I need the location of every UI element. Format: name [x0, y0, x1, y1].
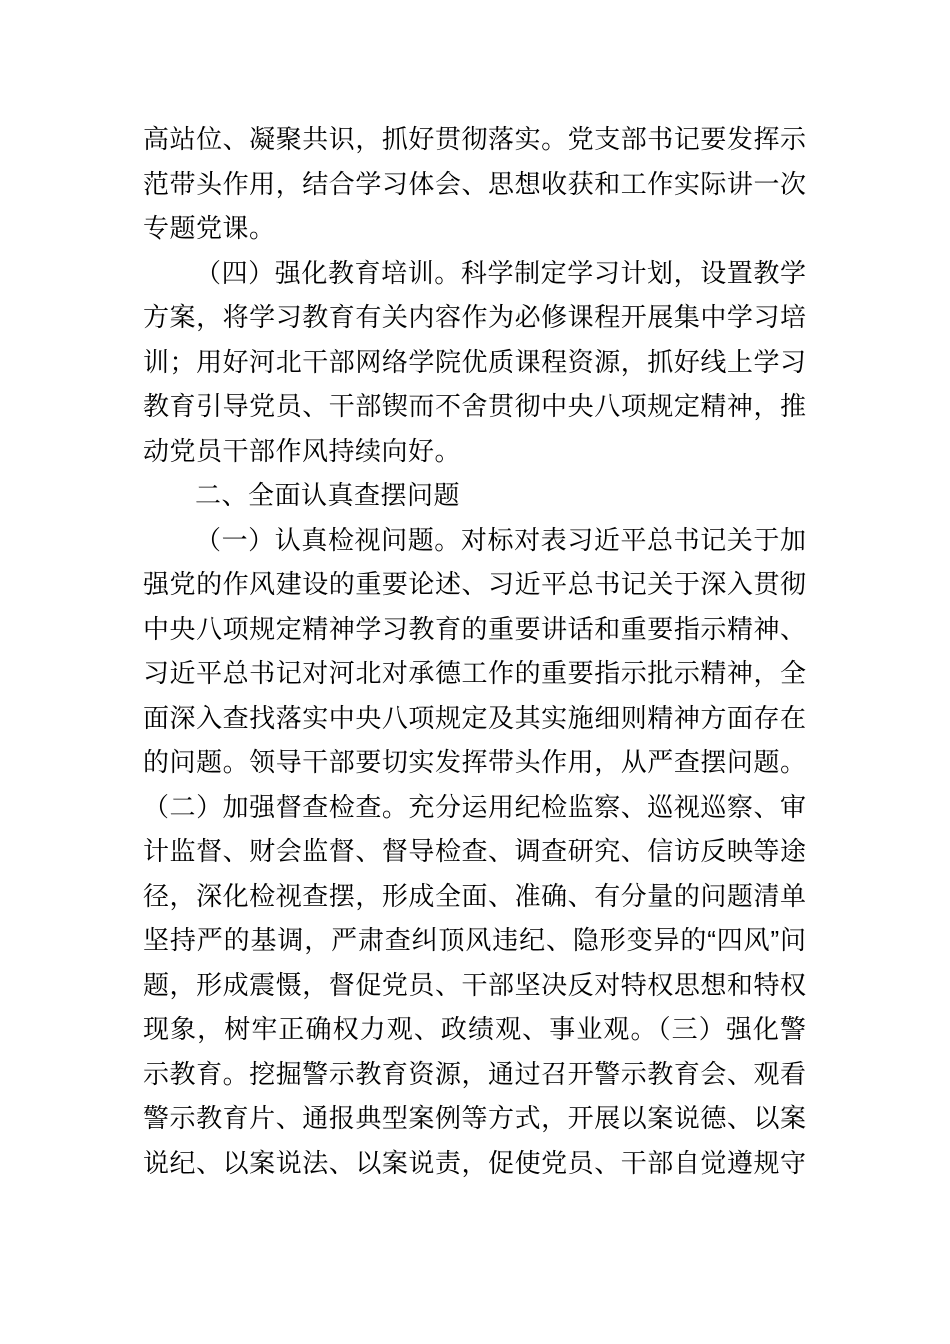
- text-line: 训；用好河北干部网络学院优质课程资源，抓好线上学习: [143, 346, 806, 377]
- text-line: 专题党课。: [143, 213, 276, 243]
- text-line: 范带头作用，结合学习体会、思想收获和工作实际讲一次: [143, 168, 806, 199]
- text-line: （二）加强督查检查。充分运用纪检监察、巡视巡察、审: [143, 791, 806, 822]
- text-line: 径，深化检视查摆，形成全面、准确、有分量的问题清单: [143, 880, 806, 911]
- text-line: 动党员干部作风持续向好。: [143, 435, 462, 466]
- text-line: 现象，树牢正确权力观、政绩观、事业观。（三）强化警: [143, 1014, 806, 1044]
- text-line: （一）认真检视问题。对标对表习近平总书记关于加: [195, 524, 806, 555]
- text-line: 高站位、凝聚共识，抓好贯彻落实。党支部书记要发挥示: [143, 124, 806, 154]
- text-line: 题，形成震慑，督促党员、干部坚决反对特权思想和特权: [143, 969, 806, 1000]
- text-line: 强党的作风建设的重要论述、习近平总书记关于深入贯彻: [143, 569, 806, 599]
- text-line: 示教育。挖掘警示教育资源，通过召开警示教育会、观看: [143, 1058, 806, 1089]
- text-line: 教育引导党员、干部锲而不舍贯彻中央八项规定精神，推: [143, 391, 806, 421]
- text-line: 面深入查找落实中央八项规定及其实施细则精神方面存在: [143, 702, 806, 733]
- text-line: 方案，将学习教育有关内容作为必修课程开展集中学习培: [143, 302, 806, 332]
- document-body-text: [143, 117, 806, 1185]
- text-line: 警示教育片、通报典型案例等方式，开展以案说德、以案: [143, 1103, 806, 1133]
- text-line: 习近平总书记对河北对承德工作的重要指示批示精神，全: [143, 658, 806, 688]
- text-line: 计监督、财会监督、督导检查、调查研究、信访反映等途: [143, 836, 806, 866]
- text-line: 坚持严的基调，严肃查纠顶风违纪、隐形变异的“四风”问: [143, 925, 806, 955]
- text-line: 的问题。领导干部要切实发挥带头作用，从严查摆问题。: [143, 747, 806, 777]
- text-line: 中央八项规定精神学习教育的重要讲话和重要指示精神、: [143, 613, 806, 644]
- text-line: 二、全面认真查摆问题: [195, 480, 461, 510]
- text-line: 说纪、以案说法、以案说责，促使党员、干部自觉遵规守: [143, 1147, 806, 1178]
- text-line: （四）强化教育培训。科学制定学习计划，设置教学: [195, 257, 806, 288]
